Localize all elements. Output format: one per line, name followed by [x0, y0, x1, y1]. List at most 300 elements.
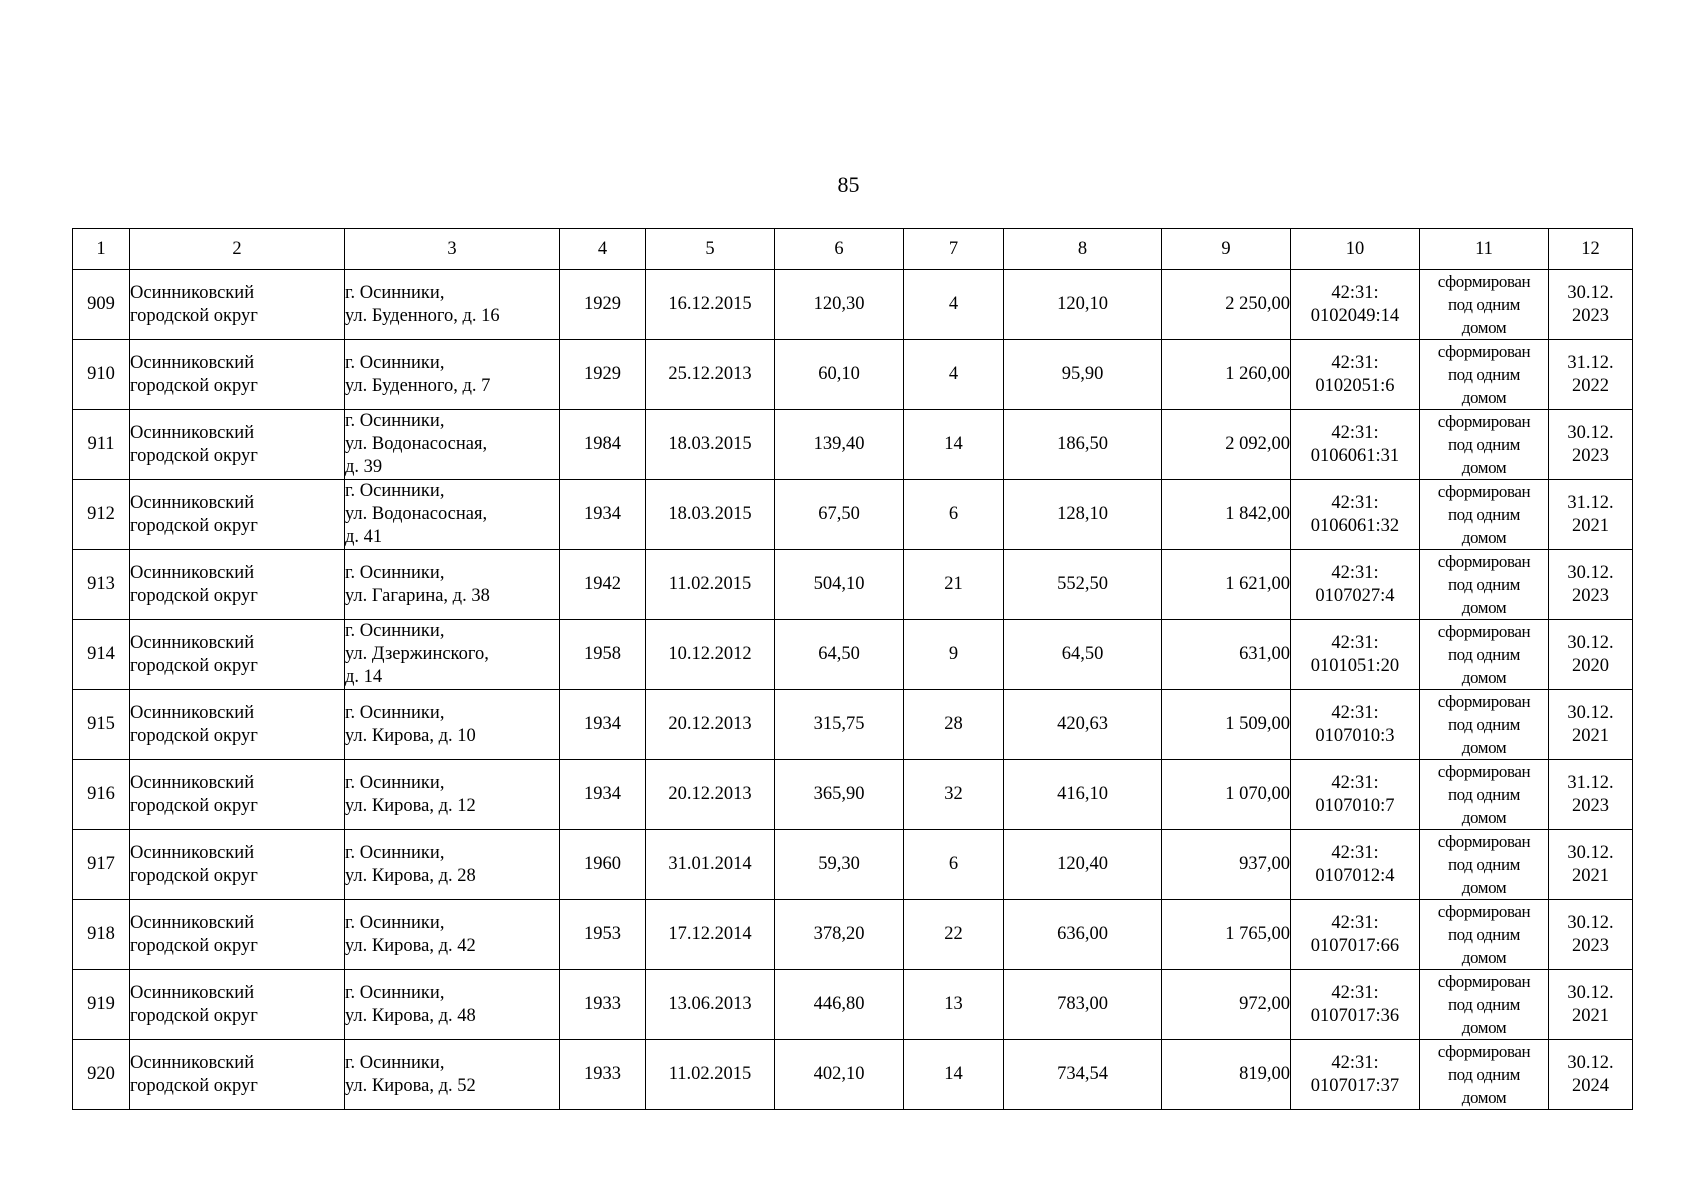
status-cell-line: домом: [1461, 808, 1507, 827]
year-cell: 1958: [560, 620, 646, 690]
column-header-11: 11: [1420, 229, 1549, 270]
municipality-cell: [130, 620, 345, 690]
term-cell: [1549, 900, 1633, 970]
value-cell-7: 6: [904, 830, 1004, 900]
status-cell-line: под одним: [1447, 785, 1521, 804]
municipality-cell-line: городской округ: [130, 445, 258, 466]
term-cell-line: 2021: [1572, 865, 1609, 886]
value-cell-6: 365,90: [775, 760, 904, 830]
value-cell-6: 60,10: [775, 340, 904, 410]
address-cell: [345, 830, 560, 900]
status-cell: [1420, 830, 1549, 900]
status-cell-line: домом: [1461, 388, 1507, 407]
cadastral-number-cell: [1291, 1040, 1420, 1110]
address-cell-line: г. Осинники,: [345, 1052, 445, 1073]
value-cell-6: 446,80: [775, 970, 904, 1040]
year-cell: 1933: [560, 970, 646, 1040]
term-cell: [1549, 970, 1633, 1040]
date-cell: 10.12.2012: [646, 620, 775, 690]
municipality-cell: [130, 340, 345, 410]
address-cell-line: ул. Буденного, д. 16: [345, 305, 500, 326]
address-cell-line: г. Осинники,: [345, 621, 445, 641]
term-cell-line: 2022: [1572, 375, 1609, 396]
term-cell-line: 30.12.: [1567, 702, 1614, 723]
cadastral-number-cell: [1291, 410, 1420, 480]
cadastral-number-cell-line: 42:31:: [1331, 912, 1379, 933]
table-row: [73, 270, 1633, 340]
row-number: 912: [73, 480, 130, 550]
date-cell: 18.03.2015: [646, 410, 775, 480]
column-header-8: 8: [1004, 229, 1162, 270]
address-cell-line: ул. Кирова, д. 52: [345, 1075, 476, 1096]
value-cell-8: 783,00: [1004, 970, 1162, 1040]
status-cell-line: под одним: [1447, 365, 1521, 384]
municipality-cell-line: Осинниковский: [130, 982, 255, 1003]
value-cell-6: 120,30: [775, 270, 904, 340]
value-cell-7: 14: [904, 1040, 1004, 1110]
row-number: 914: [73, 620, 130, 690]
cadastral-number-cell-line: 42:31:: [1331, 282, 1379, 303]
municipality-cell: [130, 550, 345, 620]
term-cell-line: 2024: [1572, 1075, 1609, 1096]
cadastral-number-cell-line: 0106061:32: [1310, 515, 1400, 536]
value-cell-9: 631,00: [1162, 620, 1291, 690]
term-cell-line: 31.12.: [1567, 352, 1614, 373]
municipality-cell-line: Осинниковский: [130, 842, 255, 863]
term-cell: [1549, 550, 1633, 620]
row-number: 919: [73, 970, 130, 1040]
row-number: 913: [73, 550, 130, 620]
address-cell-line: г. Осинники,: [345, 411, 445, 431]
value-cell-8: 420,63: [1004, 690, 1162, 760]
value-cell-9: 937,00: [1162, 830, 1291, 900]
term-cell-line: 30.12.: [1567, 562, 1614, 583]
term-cell-line: 30.12.: [1567, 982, 1614, 1003]
status-cell-line: сформирован: [1437, 832, 1531, 851]
row-number: 920: [73, 1040, 130, 1110]
value-cell-8: 734,54: [1004, 1040, 1162, 1110]
term-cell-line: 2021: [1572, 1005, 1609, 1026]
value-cell-9: 1 621,00: [1162, 550, 1291, 620]
status-cell-line: сформирован: [1437, 1042, 1531, 1061]
value-cell-9: 1 260,00: [1162, 340, 1291, 410]
status-cell-line: домом: [1461, 948, 1507, 967]
address-cell: [345, 410, 560, 480]
value-cell-6: 378,20: [775, 900, 904, 970]
year-cell: 1934: [560, 690, 646, 760]
column-header-1: 1: [73, 229, 130, 270]
year-cell: 1984: [560, 410, 646, 480]
municipality-cell: [130, 480, 345, 550]
address-cell-line: г. Осинники,: [345, 481, 445, 501]
value-cell-8: 120,40: [1004, 830, 1162, 900]
table-row: [73, 620, 1633, 690]
municipality-cell-line: Осинниковский: [130, 282, 255, 303]
status-cell: [1420, 900, 1549, 970]
municipality-cell-line: Осинниковский: [130, 352, 255, 373]
cadastral-number-cell: [1291, 620, 1420, 690]
page-number: 85: [837, 172, 860, 197]
municipality-cell-line: Осинниковский: [130, 422, 255, 443]
table-body: [73, 270, 1633, 1110]
value-cell-7: 4: [904, 270, 1004, 340]
year-cell: 1942: [560, 550, 646, 620]
value-cell-7: 6: [904, 480, 1004, 550]
value-cell-8: 416,10: [1004, 760, 1162, 830]
municipality-cell-line: Осинниковский: [130, 492, 255, 513]
status-cell-line: под одним: [1447, 505, 1521, 524]
term-cell-line: 2021: [1572, 515, 1609, 536]
date-cell: 20.12.2013: [646, 690, 775, 760]
term-cell: [1549, 480, 1633, 550]
year-cell: 1929: [560, 270, 646, 340]
date-cell: 11.02.2015: [646, 1040, 775, 1110]
municipality-cell-line: городской округ: [130, 725, 258, 746]
status-cell-line: сформирован: [1437, 342, 1531, 361]
year-cell: 1929: [560, 340, 646, 410]
term-cell: [1549, 340, 1633, 410]
address-cell: [345, 690, 560, 760]
cadastral-number-cell-line: 0102049:14: [1310, 305, 1400, 326]
cadastral-number-cell: [1291, 270, 1420, 340]
value-cell-7: 14: [904, 410, 1004, 480]
value-cell-9: 2 092,00: [1162, 410, 1291, 480]
address-cell-line: г. Осинники,: [345, 282, 445, 303]
status-cell-line: домом: [1461, 878, 1507, 897]
status-cell: [1420, 480, 1549, 550]
municipality-cell-line: Осинниковский: [130, 562, 255, 583]
value-cell-8: 64,50: [1004, 620, 1162, 690]
term-cell-line: 2020: [1572, 655, 1609, 676]
value-cell-9: 1 765,00: [1162, 900, 1291, 970]
term-cell-line: 30.12.: [1567, 912, 1614, 933]
cadastral-number-cell-line: 0107017:36: [1310, 1005, 1400, 1026]
municipality-cell: [130, 690, 345, 760]
value-cell-8: 95,90: [1004, 340, 1162, 410]
status-cell-line: сформирован: [1437, 482, 1531, 501]
status-cell-line: домом: [1461, 1018, 1507, 1037]
cadastral-number-cell-line: 42:31:: [1331, 1052, 1379, 1073]
address-cell-line: г. Осинники,: [345, 352, 445, 373]
term-cell-line: 30.12.: [1567, 1052, 1614, 1073]
value-cell-6: 402,10: [775, 1040, 904, 1110]
cadastral-number-cell-line: 42:31:: [1331, 632, 1379, 653]
date-cell: 31.01.2014: [646, 830, 775, 900]
municipality-cell-line: городской округ: [130, 865, 258, 886]
status-cell-line: сформирован: [1437, 762, 1531, 781]
term-cell-line: 30.12.: [1567, 842, 1614, 863]
status-cell: [1420, 410, 1549, 480]
value-cell-9: 819,00: [1162, 1040, 1291, 1110]
cadastral-number-cell-line: 42:31:: [1331, 772, 1379, 793]
term-cell-line: 2023: [1572, 935, 1609, 956]
term-cell-line: 30.12.: [1567, 422, 1614, 443]
cadastral-number-cell-line: 42:31:: [1331, 352, 1379, 373]
value-cell-8: 186,50: [1004, 410, 1162, 480]
address-cell: [345, 270, 560, 340]
status-cell-line: сформирован: [1437, 622, 1531, 641]
table-row: [73, 970, 1633, 1040]
column-header-2: 2: [130, 229, 345, 270]
year-cell: 1960: [560, 830, 646, 900]
address-cell-line: ул. Буденного, д. 7: [345, 375, 491, 396]
status-cell-line: сформирован: [1437, 552, 1531, 571]
municipality-cell-line: Осинниковский: [130, 772, 255, 793]
cadastral-number-cell: [1291, 550, 1420, 620]
address-cell-line: ул. Кирова, д. 48: [345, 1005, 476, 1026]
status-cell: [1420, 340, 1549, 410]
cadastral-number-cell: [1291, 690, 1420, 760]
term-cell: [1549, 830, 1633, 900]
cadastral-number-cell-line: 42:31:: [1331, 982, 1379, 1003]
row-number: 918: [73, 900, 130, 970]
column-header-10: 10: [1291, 229, 1420, 270]
municipality-cell-line: Осинниковский: [130, 912, 255, 933]
table-row: [73, 480, 1633, 550]
date-cell: 18.03.2015: [646, 480, 775, 550]
term-cell-line: 2023: [1572, 795, 1609, 816]
term-cell-line: 2023: [1572, 445, 1609, 466]
status-cell-line: под одним: [1447, 1065, 1521, 1084]
term-cell-line: 31.12.: [1567, 492, 1614, 513]
address-cell: [345, 760, 560, 830]
address-cell-line: ул. Дзержинского,: [345, 644, 489, 664]
status-cell-line: под одним: [1447, 925, 1521, 944]
value-cell-6: 315,75: [775, 690, 904, 760]
address-cell-line: ул. Кирова, д. 10: [345, 725, 476, 746]
status-cell: [1420, 760, 1549, 830]
cadastral-number-cell-line: 0107017:37: [1310, 1075, 1400, 1096]
status-cell-line: сформирован: [1437, 412, 1531, 431]
value-cell-6: 67,50: [775, 480, 904, 550]
status-cell: [1420, 270, 1549, 340]
column-header-6: 6: [775, 229, 904, 270]
municipality-cell: [130, 410, 345, 480]
cadastral-number-cell-line: 42:31:: [1331, 422, 1379, 443]
status-cell-line: сформирован: [1437, 902, 1531, 921]
address-cell: [345, 1040, 560, 1110]
municipality-cell-line: городской округ: [130, 935, 258, 956]
value-cell-6: 139,40: [775, 410, 904, 480]
cadastral-number-cell-line: 0101051:20: [1310, 655, 1400, 676]
value-cell-7: 22: [904, 900, 1004, 970]
value-cell-8: 636,00: [1004, 900, 1162, 970]
address-cell-line: ул. Гагарина, д. 38: [345, 585, 490, 606]
status-cell: [1420, 690, 1549, 760]
term-cell: [1549, 760, 1633, 830]
status-cell: [1420, 970, 1549, 1040]
status-cell-line: домом: [1461, 1088, 1507, 1107]
table-row: [73, 900, 1633, 970]
address-cell: [345, 900, 560, 970]
term-cell: [1549, 270, 1633, 340]
status-cell: [1420, 550, 1549, 620]
municipality-cell-line: городской округ: [130, 305, 258, 326]
cadastral-number-cell-line: 0107012:4: [1315, 865, 1395, 886]
cadastral-number-cell-line: 42:31:: [1331, 492, 1379, 513]
municipality-cell: [130, 760, 345, 830]
cadastral-number-cell: [1291, 760, 1420, 830]
term-cell: [1549, 690, 1633, 760]
table-row: [73, 830, 1633, 900]
term-cell-line: 2023: [1572, 305, 1609, 326]
status-cell-line: под одним: [1447, 995, 1521, 1014]
cadastral-number-cell-line: 42:31:: [1331, 702, 1379, 723]
address-cell-line: г. Осинники,: [345, 772, 445, 793]
municipality-cell-line: городской округ: [130, 515, 258, 536]
value-cell-7: 4: [904, 340, 1004, 410]
housing-registry-table: [72, 228, 1633, 1110]
year-cell: 1934: [560, 480, 646, 550]
value-cell-9: 972,00: [1162, 970, 1291, 1040]
status-cell-line: под одним: [1447, 855, 1521, 874]
municipality-cell-line: городской округ: [130, 585, 258, 606]
municipality-cell-line: Осинниковский: [130, 702, 255, 723]
address-cell-line: г. Осинники,: [345, 562, 445, 583]
address-cell-line: г. Осинники,: [345, 982, 445, 1003]
table-row: [73, 550, 1633, 620]
status-cell-line: домом: [1461, 528, 1507, 547]
status-cell-line: под одним: [1447, 645, 1521, 664]
column-header-4: 4: [560, 229, 646, 270]
status-cell-line: сформирован: [1437, 972, 1531, 991]
table-row: [73, 760, 1633, 830]
status-cell-line: под одним: [1447, 295, 1521, 314]
row-number: 917: [73, 830, 130, 900]
municipality-cell-line: городской округ: [130, 375, 258, 396]
value-cell-8: 552,50: [1004, 550, 1162, 620]
address-cell-line: ул. Водонасосная,: [345, 434, 488, 454]
row-number: 909: [73, 270, 130, 340]
status-cell-line: под одним: [1447, 575, 1521, 594]
header-row: [73, 229, 1633, 270]
municipality-cell-line: городской округ: [130, 1075, 258, 1096]
value-cell-7: 13: [904, 970, 1004, 1040]
cadastral-number-cell: [1291, 830, 1420, 900]
value-cell-7: 21: [904, 550, 1004, 620]
column-header-3: 3: [345, 229, 560, 270]
address-cell-line: ул. Водонасосная,: [345, 504, 488, 524]
municipality-cell: [130, 270, 345, 340]
cadastral-number-cell-line: 0107010:3: [1315, 725, 1395, 746]
municipality-cell: [130, 1040, 345, 1110]
row-number: 916: [73, 760, 130, 830]
address-cell-line: д. 39: [345, 457, 383, 477]
value-cell-9: 1 070,00: [1162, 760, 1291, 830]
date-cell: 20.12.2013: [646, 760, 775, 830]
term-cell-line: 31.12.: [1567, 772, 1614, 793]
cadastral-number-cell-line: 0107010:7: [1315, 795, 1395, 816]
cadastral-number-cell: [1291, 480, 1420, 550]
address-cell: [345, 620, 560, 690]
term-cell: [1549, 410, 1633, 480]
value-cell-6: 59,30: [775, 830, 904, 900]
status-cell: [1420, 620, 1549, 690]
table-row: [73, 340, 1633, 410]
table-row: [73, 1040, 1633, 1110]
date-cell: 17.12.2014: [646, 900, 775, 970]
row-number: 915: [73, 690, 130, 760]
term-cell: [1549, 620, 1633, 690]
value-cell-7: 9: [904, 620, 1004, 690]
address-cell-line: г. Осинники,: [345, 702, 445, 723]
status-cell-line: сформирован: [1437, 272, 1531, 291]
cadastral-number-cell-line: 42:31:: [1331, 562, 1379, 583]
date-cell: 16.12.2015: [646, 270, 775, 340]
status-cell-line: под одним: [1447, 435, 1521, 454]
value-cell-6: 504,10: [775, 550, 904, 620]
cadastral-number-cell: [1291, 970, 1420, 1040]
status-cell-line: домом: [1461, 598, 1507, 617]
municipality-cell: [130, 830, 345, 900]
municipality-cell-line: Осинниковский: [130, 632, 255, 653]
cadastral-number-cell-line: 42:31:: [1331, 842, 1379, 863]
address-cell-line: ул. Кирова, д. 12: [345, 795, 476, 816]
term-cell-line: 30.12.: [1567, 632, 1614, 653]
term-cell-line: 2021: [1572, 725, 1609, 746]
value-cell-9: 1 842,00: [1162, 480, 1291, 550]
address-cell: [345, 550, 560, 620]
municipality-cell-line: городской округ: [130, 655, 258, 676]
cadastral-number-cell-line: 0106061:31: [1310, 445, 1400, 466]
column-header-9: 9: [1162, 229, 1291, 270]
municipality-cell-line: городской округ: [130, 795, 258, 816]
status-cell-line: домом: [1461, 668, 1507, 687]
address-cell-line: ул. Кирова, д. 42: [345, 935, 476, 956]
address-cell: [345, 970, 560, 1040]
address-cell: [345, 340, 560, 410]
cadastral-number-cell-line: 0107017:66: [1310, 935, 1400, 956]
value-cell-8: 120,10: [1004, 270, 1162, 340]
municipality-cell: [130, 900, 345, 970]
municipality-cell-line: городской округ: [130, 1005, 258, 1026]
status-cell-line: домом: [1461, 738, 1507, 757]
column-header-7: 7: [904, 229, 1004, 270]
cadastral-number-cell-line: 0102051:6: [1315, 375, 1395, 396]
status-cell: [1420, 1040, 1549, 1110]
value-cell-8: 128,10: [1004, 480, 1162, 550]
municipality-cell: [130, 970, 345, 1040]
address-cell-line: д. 41: [345, 527, 383, 547]
value-cell-6: 64,50: [775, 620, 904, 690]
municipality-cell-line: Осинниковский: [130, 1052, 255, 1073]
term-cell-line: 2023: [1572, 585, 1609, 606]
status-cell-line: сформирован: [1437, 692, 1531, 711]
value-cell-7: 32: [904, 760, 1004, 830]
row-number: 910: [73, 340, 130, 410]
term-cell: [1549, 1040, 1633, 1110]
value-cell-9: 1 509,00: [1162, 690, 1291, 760]
term-cell-line: 30.12.: [1567, 282, 1614, 303]
address-cell-line: г. Осинники,: [345, 912, 445, 933]
address-cell-line: д. 14: [345, 667, 383, 687]
date-cell: 11.02.2015: [646, 550, 775, 620]
status-cell-line: домом: [1461, 458, 1507, 477]
address-cell: [345, 480, 560, 550]
status-cell-line: домом: [1461, 318, 1507, 337]
cadastral-number-cell: [1291, 900, 1420, 970]
address-cell-line: г. Осинники,: [345, 842, 445, 863]
column-header-12: 12: [1549, 229, 1633, 270]
table-row: [73, 690, 1633, 760]
date-cell: 25.12.2013: [646, 340, 775, 410]
year-cell: 1933: [560, 1040, 646, 1110]
row-number: 911: [73, 410, 130, 480]
cadastral-number-cell: [1291, 340, 1420, 410]
year-cell: 1934: [560, 760, 646, 830]
table-row: [73, 410, 1633, 480]
date-cell: 13.06.2013: [646, 970, 775, 1040]
